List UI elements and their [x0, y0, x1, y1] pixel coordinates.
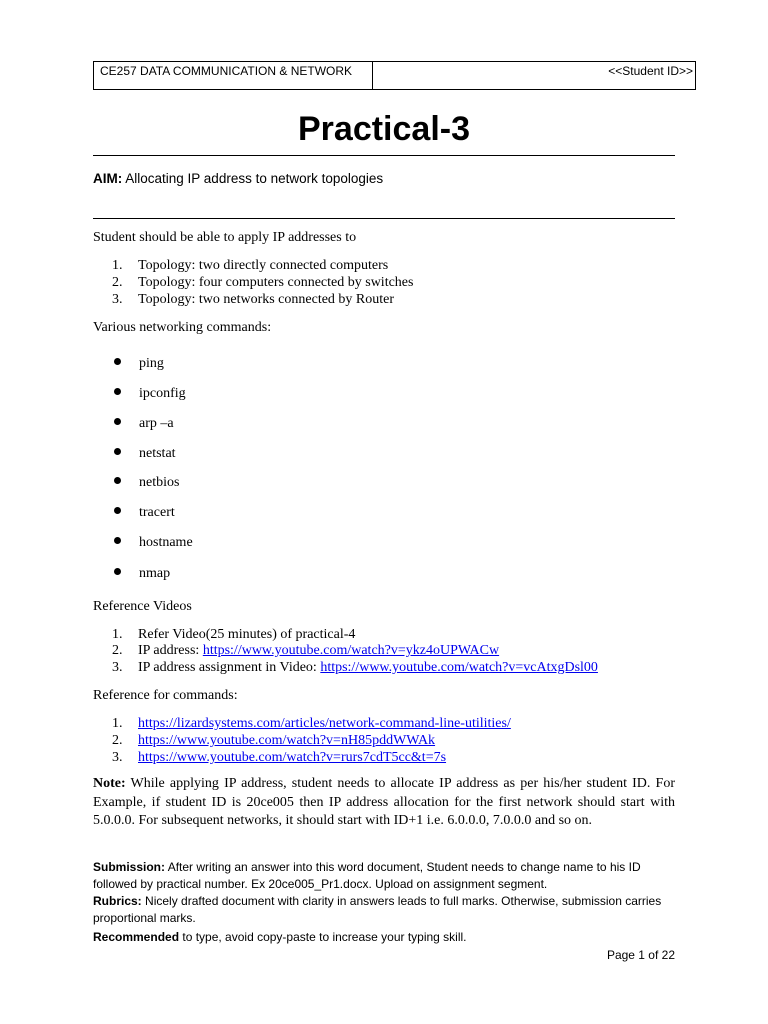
rubrics-label: Rubrics: — [93, 894, 142, 908]
list-number: 1. — [112, 627, 123, 642]
list-text: Topology: two networks connected by Router — [138, 292, 395, 307]
command-text: hostname — [139, 535, 193, 550]
list-number: 1. — [112, 258, 123, 273]
list-number: 3. — [112, 660, 123, 675]
video-link[interactable]: https://www.youtube.com/watch?v=vcAtxgDsl00 — [320, 660, 598, 675]
video-item — [112, 643, 499, 659]
command-text: tracert — [139, 505, 175, 520]
page-number: Page 1 of 22 — [606, 948, 675, 962]
ref-link[interactable]: https://www.youtube.com/watch?v=nH85pddWWAk — [138, 733, 436, 748]
command-item — [114, 386, 186, 402]
submission-text: After writing an answer into this word document, Student needs to change name to his ID followed by practical number. Ex 20ce005_Pr1.docx. Upload on assignment segment. — [93, 860, 641, 891]
video-item — [112, 660, 598, 676]
list-number: 2. — [112, 275, 123, 290]
command-item — [114, 566, 170, 582]
bullet-icon — [114, 418, 121, 425]
command-text: nmap — [139, 566, 171, 581]
list-text: Topology: two directly connected computers — [138, 258, 389, 273]
command-item — [114, 416, 174, 432]
submission-label: Submission: — [93, 860, 166, 874]
bullet-icon — [114, 507, 121, 514]
note-paragraph — [93, 775, 675, 831]
list-text: Refer Video(25 minutes) of practical-4 — [138, 627, 356, 642]
videos-heading: Reference Videos — [93, 599, 192, 614]
command-text: netstat — [139, 446, 176, 461]
command-item — [114, 475, 179, 491]
bullet-icon — [114, 537, 121, 544]
list-number: 2. — [112, 643, 123, 658]
aim-line — [93, 171, 383, 186]
ref-item — [112, 750, 446, 766]
ref-link[interactable]: https://www.youtube.com/watch?v=rurs7cdT5cc&t=7s — [138, 750, 447, 765]
aim-label: AIM: — [93, 171, 123, 186]
command-text: netbios — [139, 475, 180, 490]
refs-heading: Reference for commands: — [93, 688, 238, 703]
aim-text: Allocating IP address to network topologies — [122, 171, 384, 186]
video-link[interactable]: https://www.youtube.com/watch?v=ykz4oUPWACw — [202, 643, 500, 658]
list-text: IP address assignment in Video: — [138, 660, 321, 675]
bullet-icon — [114, 448, 121, 455]
list-number: 3. — [112, 750, 123, 765]
objective-item — [112, 292, 394, 308]
list-number: 2. — [112, 733, 123, 748]
command-item — [114, 356, 164, 372]
header-table — [93, 61, 696, 90]
ref-link[interactable]: https://lizardsystems.com/articles/network-command-line-utilities/ — [138, 716, 511, 731]
objective-intro: Student should be able to apply IP addresses to — [93, 230, 357, 245]
recommended-paragraph — [93, 929, 675, 946]
page-title: Practical-3 — [298, 110, 470, 148]
command-text: ipconfig — [139, 386, 186, 401]
ref-item — [112, 733, 435, 749]
list-number: 3. — [112, 292, 123, 307]
ref-item — [112, 716, 511, 732]
list-number: 1. — [112, 716, 123, 731]
course-name: CE257 DATA COMMUNICATION & NETWORK — [94, 62, 373, 89]
video-item — [112, 627, 355, 643]
bullet-icon — [114, 568, 121, 575]
command-item — [114, 505, 175, 521]
rubrics-paragraph — [93, 893, 675, 927]
command-item — [114, 535, 193, 551]
aim-divider — [93, 218, 675, 219]
bullet-icon — [114, 388, 121, 395]
submission-paragraph — [93, 859, 675, 893]
commands-intro: Various networking commands: — [93, 320, 272, 335]
recommended-label: Recommended — [93, 930, 180, 944]
rubrics-text: Nicely drafted document with clarity in answers leads to full marks. Otherwise, submission carries proportional marks. — [93, 894, 662, 925]
student-id-placeholder: <<Student ID>> — [608, 64, 693, 78]
list-text: IP address: — [138, 643, 203, 658]
objective-item — [112, 258, 388, 274]
bullet-icon — [114, 358, 121, 365]
objective-item — [112, 275, 413, 291]
note-text: While applying IP address, student needs to allocate IP address as per his/her student ID. For Example, if student ID is 20ce005 then IP address allocation for the first network should start with 5.0.0.0. For subsequent networks, it should start with ID+1 i.e. 6.0.0.0, 7.0.0.0 and so on. — [93, 776, 675, 828]
title-divider — [93, 155, 675, 156]
command-item — [114, 446, 176, 462]
command-text: arp –a — [139, 416, 174, 431]
recommended-text: to type, avoid copy-paste to increase your typing skill. — [179, 930, 467, 944]
list-text: Topology: four computers connected by switches — [138, 275, 414, 290]
bullet-icon — [114, 477, 121, 484]
note-label: Note: — [93, 776, 126, 791]
command-text: ping — [139, 356, 164, 371]
